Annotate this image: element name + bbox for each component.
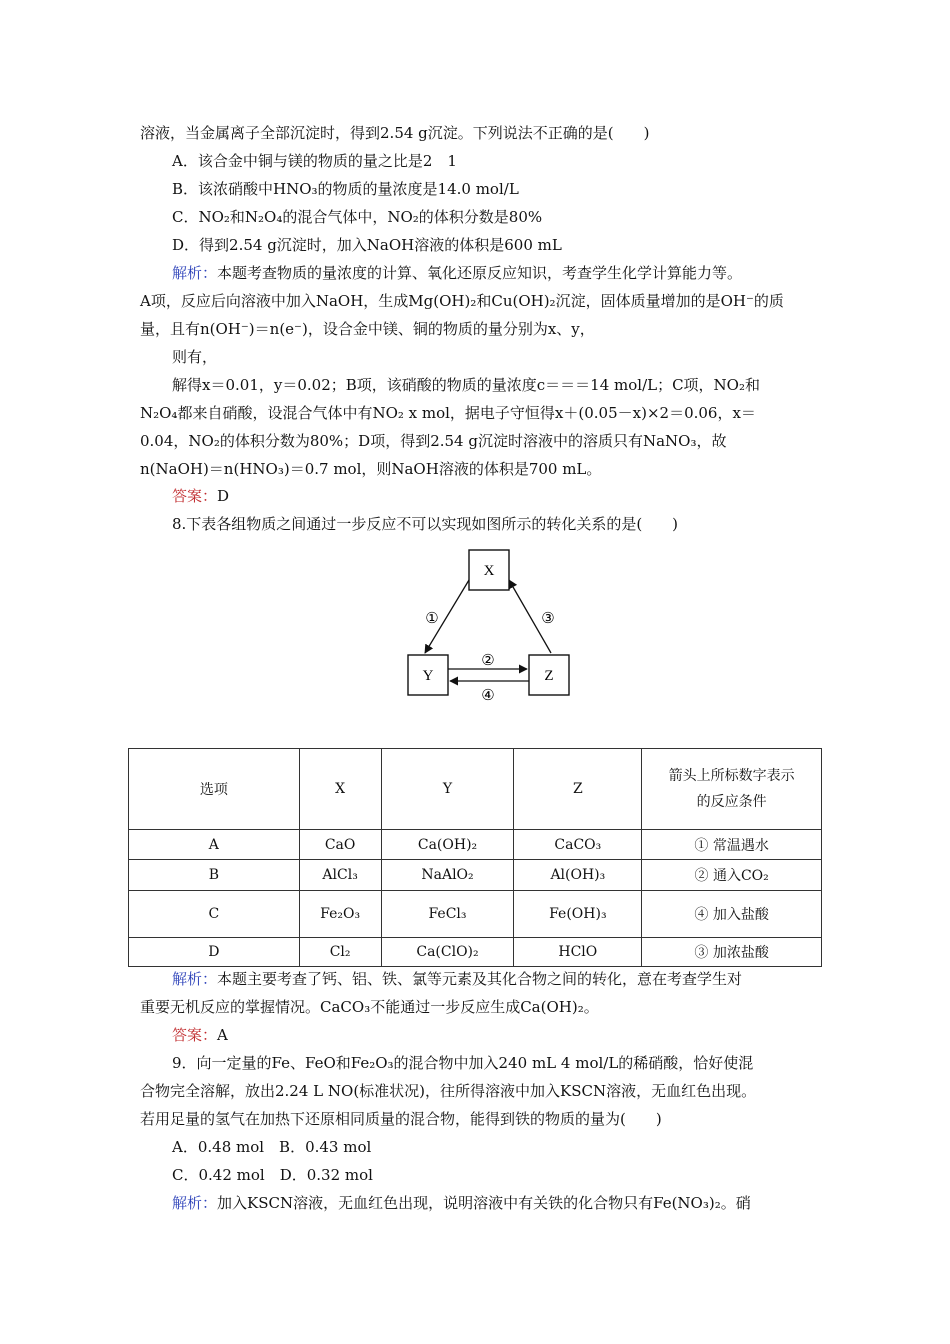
label-circle-2: ② <box>481 651 495 669</box>
q7-stem-end: 溶液，当金属离子全部沉淀时，得到2.54 g沉淀。下列说法不正确的是( ) <box>140 124 650 142</box>
label-circle-4: ④ <box>481 686 495 704</box>
q7-analysis-label: 解析： <box>172 264 218 282</box>
header-cell <box>642 749 822 830</box>
q8-analysis-line-2: 重要无机反应的掌握情况。CaCO₃不能通过一步反应生成Ca(OH)₂。 <box>140 998 599 1016</box>
q7-analysis-line-8: n(NaOH)＝n(HNO₃)＝0.7 mol，则NaOH溶液的体积是700 mL。 <box>140 460 602 478</box>
table-cell: FeCl₃ <box>381 891 514 938</box>
header-cond-line-1: 箭头上所标数字表示 <box>668 768 795 784</box>
label-circle-1: ① <box>425 609 439 627</box>
q8-analysis-label: 解析： <box>172 970 218 988</box>
table-cell: CaCO₃ <box>514 830 642 860</box>
q7-analysis-line-3: 量，且有n(OH⁻)＝n(e⁻)，设合金中镁、铜的物质的量分别为x、y， <box>140 320 595 338</box>
header-cond-line-2: 的反应条件 <box>696 794 767 810</box>
header-cell: Y <box>381 749 514 830</box>
table-cell: Cl₂ <box>299 938 381 967</box>
table-cell: Ca(OH)₂ <box>381 830 514 860</box>
table-cell: Fe₂O₃ <box>299 891 381 938</box>
q9-stem-line-1: 9．向一定量的Fe、FeO和Fe₂O₃的混合物中加入240 mL 4 mol/L的稀硝酸，恰好使混 <box>172 1054 754 1072</box>
table-cell: Ca(ClO)₂ <box>381 938 514 967</box>
box-y-label: Y <box>422 668 434 684</box>
table-cell: ③ 加浓盐酸 <box>642 938 822 967</box>
q7-answer-line <box>172 486 229 506</box>
q8-answer-line <box>172 1025 228 1045</box>
q7-answer: D <box>217 487 230 505</box>
q7-option-d: D．得到2.54 g沉淀时，加入NaOH溶液的体积是600 mL <box>172 236 562 254</box>
q7-analysis-line-6: N₂O₄都来自硝酸，设混合气体中有NO₂ x mol，据电子守恒得x＋(0.05－x)×2＝0.06，x＝ <box>140 404 756 422</box>
q9-options-line-1: A．0.48 mol B．0.43 mol <box>172 1138 372 1156</box>
table-header-row <box>129 749 822 830</box>
label-circle-3: ③ <box>541 609 555 627</box>
q7-option-c: C．NO₂和N₂O₄的混合气体中，NO₂的体积分数是80% <box>172 208 543 226</box>
conversion-diagram <box>395 545 585 715</box>
table-cell: AlCl₃ <box>299 860 381 891</box>
q9-options-line-2: C．0.42 mol D．0.32 mol <box>172 1166 373 1184</box>
table-cell: B <box>129 860 300 891</box>
q8-analysis-line-1 <box>172 969 742 989</box>
table-cell: Fe(OH)₃ <box>514 891 642 938</box>
table-cell: HClO <box>514 938 642 967</box>
q9-stem-line-2: 合物完全溶解，放出2.24 L NO(标准状况)，往所得溶液中加入KSCN溶液，无血红色出现。 <box>140 1082 757 1100</box>
q7-answer-label: 答案： <box>172 487 218 505</box>
table-row <box>129 830 822 860</box>
q7-option-a: A．该合金中铜与镁的物质的量之比是2 1 <box>172 152 457 170</box>
table-cell: ② 通入CO₂ <box>642 860 822 891</box>
q7-analysis-text-1: 本题考查物质的量浓度的计算、氧化还原反应知识，考查学生化学计算能力等。 <box>217 264 743 282</box>
q7-analysis-line-4: 则有， <box>172 348 218 366</box>
q7-analysis-line-5: 解得x＝0.01，y＝0.02；B项，该硝酸的物质的量浓度c＝＝＝14 mol/L；C项，NO₂和 <box>172 376 760 394</box>
q7-analysis-line-2: A项，反应后向溶液中加入NaOH，生成Mg(OH)₂和Cu(OH)₂沉淀，固体质量增加的是OH⁻的质 <box>140 292 784 310</box>
q9-analysis-line-1 <box>172 1193 751 1213</box>
q8-stem: 8.下表各组物质之间通过一步反应不可以实现如图所示的转化关系的是( ) <box>172 515 679 533</box>
table-row <box>129 938 822 967</box>
header-cell: Z <box>514 749 642 830</box>
table-cell: ① 常温遇水 <box>642 830 822 860</box>
options-table <box>128 748 822 967</box>
table-cell: C <box>129 891 300 938</box>
table-cell: ④ 加入盐酸 <box>642 891 822 938</box>
header-cell: 选项 <box>129 749 300 830</box>
box-x-label: X <box>483 563 495 579</box>
table-cell: CaO <box>299 830 381 860</box>
table-row <box>129 860 822 891</box>
q9-analysis-label: 解析： <box>172 1194 218 1212</box>
q7-analysis-line-7: 0.04，NO₂的体积分数为80%；D项，得到2.54 g沉淀时溶液中的溶质只有NaNO₃，故 <box>140 432 727 450</box>
q7-option-b: B．该浓硝酸中HNO₃的物质的量浓度是14.0 mol/L <box>172 180 519 198</box>
table-row <box>129 891 822 938</box>
box-z-label: Z <box>544 668 554 684</box>
table-cell: A <box>129 830 300 860</box>
table-cell: Al(OH)₃ <box>514 860 642 891</box>
q9-stem-line-3: 若用足量的氢气在加热下还原相同质量的混合物，能得到铁的物质的量为( ) <box>140 1110 662 1128</box>
q8-analysis-text-1: 本题主要考查了钙、铝、铁、氯等元素及其化合物之间的转化，意在考查学生对 <box>217 970 743 988</box>
header-cell: X <box>299 749 381 830</box>
table-cell: NaAlO₂ <box>381 860 514 891</box>
q7-analysis-line-1 <box>172 263 742 283</box>
q8-answer-label: 答案： <box>172 1026 218 1044</box>
q9-analysis-text: 加入KSCN溶液，无血红色出现，说明溶液中有关铁的化合物只有Fe(NO₃)₂。硝 <box>217 1194 751 1212</box>
table-cell: D <box>129 938 300 967</box>
q8-answer: A <box>217 1026 228 1044</box>
